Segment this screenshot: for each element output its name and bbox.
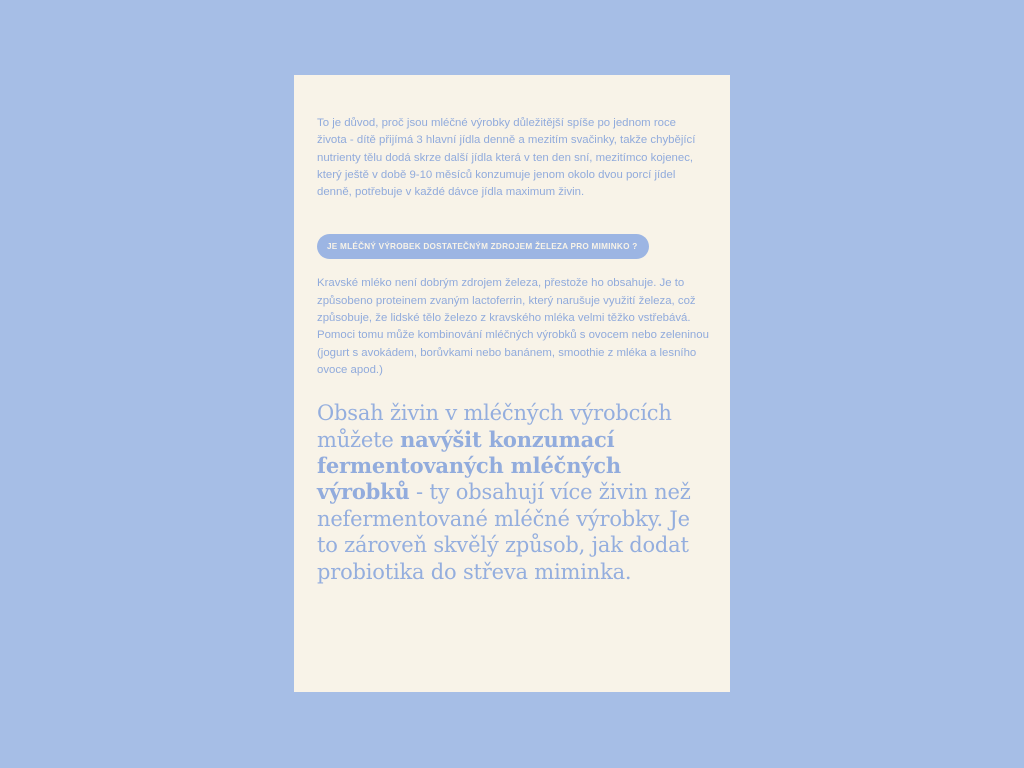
intro-paragraph: To je důvod, proč jsou mléčné výrobky důležitější spíše po jednom roce života - dítě přijímá 3 hlavní jídla denně a mezitím svačinky, takže chybějící nutrienty tělu dodá skrze další jídla která v ten den sní, mezitímco kojenec, který ještě v době 9-10 měsíců konzumuje jenom okolo dvou porcí jídel denně, potřebuje v každé dávce jídla maximum živin. xyxy=(317,117,696,199)
highlight-quote xyxy=(317,400,713,585)
iron-paragraph: Kravské mléko není dobrým zdrojem železa, přestože ho obsahuje. Je to způsobeno proteinem zvaným lactoferrin, který narušuje využití železa, což způsobuje, že lidské tělo železo z kravského mléka velmi těžko vstřebává. Pomoci tomu může kombinování mléčných výrobků s ovocem nebo zeleninou (jogurt s avokádem, borůvkami nebo banánem, smoothie z mléka a lesního ovoce apod.) xyxy=(317,277,709,376)
section-heading-badge: JE MLÉČNÝ VÝROBEK DOSTATEČNÝM ZDROJEM ŽELEZA PRO MIMINKO ? xyxy=(317,234,649,259)
document-page xyxy=(294,75,730,692)
highlight-bold-text: navýšit konzumací fermentovaných mléčných výrobků xyxy=(317,426,621,505)
highlight-text-end: - ty obsahují více živin než nefermentované mléčné výrobky. Je to zároveň skvělý způsob, jak dodat probiotika do střeva miminka. xyxy=(317,480,691,584)
highlight-text-start: Obsah živin v mléčných výrobcích můžete xyxy=(317,401,672,452)
